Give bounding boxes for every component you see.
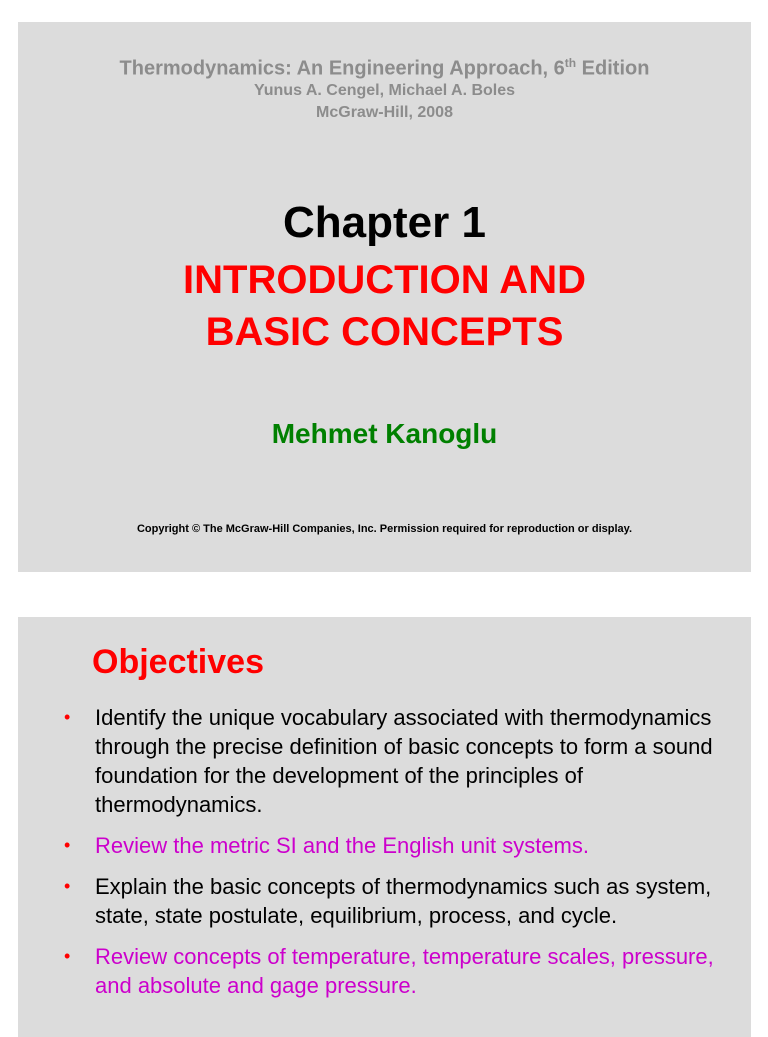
- objectives-list: [64, 703, 734, 1012]
- chapter-number: Chapter 1: [283, 198, 486, 247]
- publisher: McGraw-Hill, 2008: [316, 104, 453, 121]
- title-slide: [18, 22, 751, 572]
- bullet-icon: •: [64, 876, 71, 896]
- copyright-notice: Copyright © The McGraw-Hill Companies, Inc. Permission required for reproduction or display.: [136, 523, 633, 535]
- chapter-title-line-2: BASIC CONCEPTS: [205, 310, 564, 354]
- objectives-slide: [18, 617, 751, 1037]
- book-title: Thermodynamics: An Engineering Approach, 6th Edition: [119, 56, 650, 80]
- chapter-title-line-1: INTRODUCTION AND: [183, 258, 586, 302]
- list-item: • Explain the basic concepts of thermodynamics such as system, state, state postulate, equilibrium, process, and cycle.: [64, 874, 712, 928]
- list-item: • Identify the unique vocabulary associated with thermodynamics through the precise definition of basic concepts to form a sound foundation for the development of the principles of thermodynamics.: [64, 705, 713, 817]
- bullet-icon: •: [64, 835, 71, 855]
- objectives-heading: Objectives: [92, 643, 264, 681]
- book-authors: Yunus A. Cengel, Michael A. Boles: [253, 82, 516, 99]
- list-item: • Review concepts of temperature, temperature scales, pressure, and absolute and gage pressure.: [64, 944, 714, 998]
- list-item: • Review the metric SI and the English unit systems.: [64, 833, 589, 858]
- bullet-icon: •: [64, 707, 71, 727]
- bullet-icon: •: [64, 946, 71, 966]
- slide-author: Mehmet Kanoglu: [271, 418, 498, 449]
- chapter-title: [18, 254, 751, 358]
